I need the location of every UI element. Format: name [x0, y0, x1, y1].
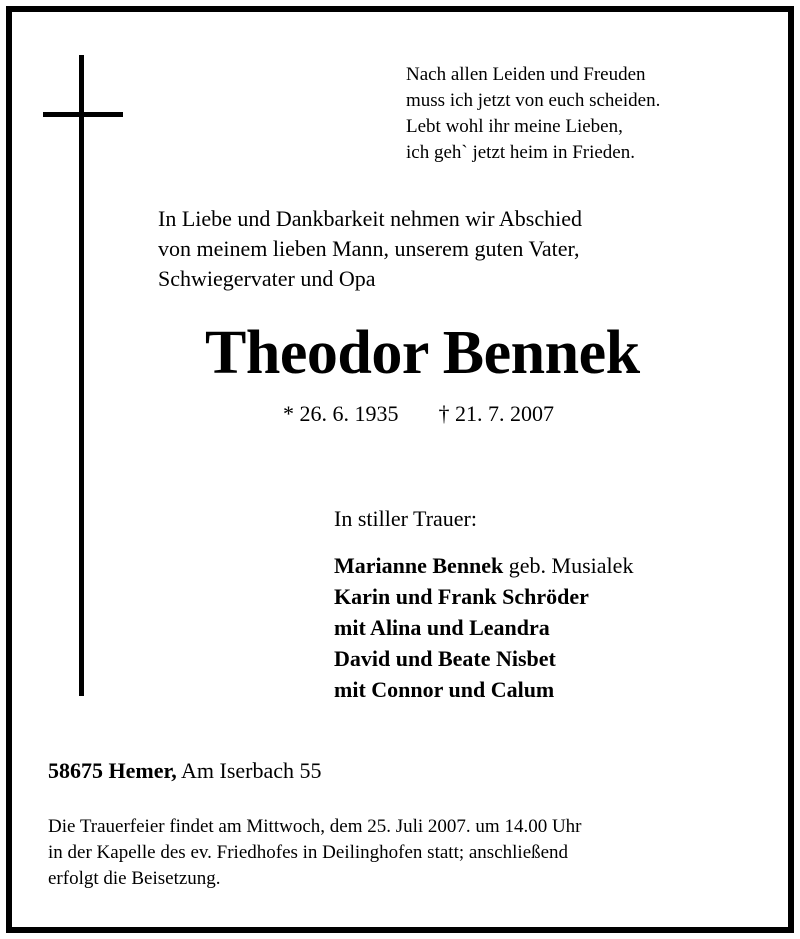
- obituary-frame: [6, 6, 794, 933]
- death-date: † 21. 7. 2007: [438, 401, 554, 426]
- poem-line: Nach allen Leiden und Freuden: [406, 64, 646, 85]
- address-street: Am Iserbach 55: [176, 758, 322, 783]
- mourner-maiden-name: geb. Musialek: [503, 553, 634, 578]
- mourner-name: Marianne Bennek: [334, 553, 504, 578]
- mourner-line: [334, 550, 633, 581]
- poem-line: muss ich jetzt von euch scheiden.: [406, 90, 661, 111]
- poem: [406, 62, 660, 166]
- ceremony-line: Die Trauerfeier findet am Mittwoch, dem 25. Juli 2007. um 14.00 Uhr: [48, 816, 582, 837]
- intro-line: In Liebe und Dankbarkeit nehmen wir Abschied: [158, 206, 582, 231]
- cross-icon-vertical: [79, 55, 84, 696]
- ceremony-line: in der Kapelle des ev. Friedhofes in Deilinghofen statt; anschließend: [48, 842, 569, 863]
- address: [48, 758, 322, 784]
- cross-icon-horizontal: [43, 112, 123, 117]
- intro-line: Schwiegervater und Opa: [158, 266, 376, 291]
- mourner-line: David und Beate Nisbet: [334, 646, 556, 671]
- mourner-line: mit Connor und Calum: [334, 677, 555, 702]
- mourner-line: Karin und Frank Schröder: [334, 584, 589, 609]
- mourners-title: In stiller Trauer:: [334, 506, 477, 531]
- poem-line: Lebt wohl ihr meine Lieben,: [406, 116, 623, 137]
- ceremony-line: erfolgt die Beisetzung.: [48, 868, 221, 889]
- mourner-line: mit Alina und Leandra: [334, 615, 550, 640]
- mourners-list: [334, 550, 633, 705]
- birth-date: * 26. 6. 1935: [283, 401, 399, 426]
- deceased-name: Theodor Bennek: [205, 319, 640, 387]
- ceremony-info: [48, 814, 582, 892]
- farewell-intro: [158, 204, 582, 294]
- poem-line: ich geh` jetzt heim in Frieden.: [406, 142, 635, 163]
- life-dates: [283, 401, 554, 427]
- address-city: 58675 Hemer,: [48, 758, 177, 783]
- intro-line: von meinem lieben Mann, unserem guten Vater,: [158, 236, 580, 261]
